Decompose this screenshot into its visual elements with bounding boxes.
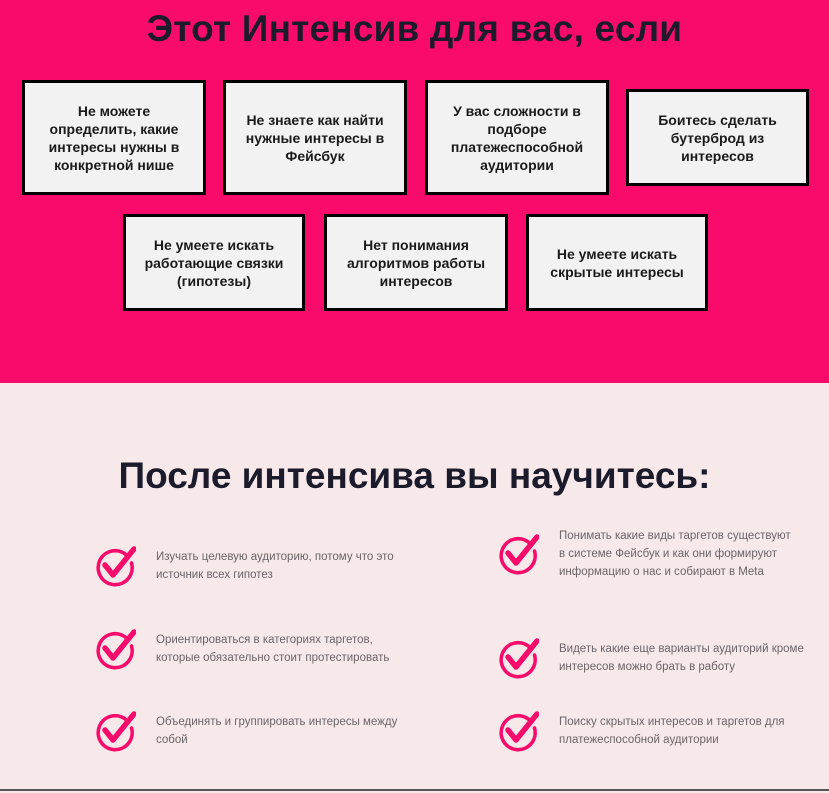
result-item-text: Поиску скрытых интересов и таргетов для платежеспособной аудитории	[559, 716, 785, 746]
result-item-text: Ориентироваться в категориях таргетов, которые обязательно стоит протестировать	[156, 634, 390, 664]
bottom-divider	[0, 789, 829, 791]
check-circle-icon	[94, 628, 136, 670]
audience-section	[0, 0, 829, 383]
check-circle-icon	[497, 637, 539, 679]
result-item-text: Видеть какие еще варианты аудиторий кроме интересов можно брать в работу	[559, 643, 804, 673]
audience-card	[22, 80, 206, 195]
result-item	[94, 628, 414, 670]
audience-card	[526, 214, 708, 311]
check-circle-icon	[497, 710, 539, 752]
audience-card-text: У вас сложности в подборе платежеспособной аудитории	[450, 102, 584, 173]
audience-card	[324, 214, 508, 311]
audience-card-text: Не знаете как найти нужные интересы в Фейсбук	[245, 111, 385, 164]
audience-card	[626, 89, 809, 186]
result-item	[94, 545, 414, 587]
result-item-text: Понимать какие виды таргетов существуют в системе Фейсбук и как они формируют информацию о нас и собирают в Meta	[559, 530, 791, 578]
check-circle-icon	[94, 710, 136, 752]
audience-card-text: Не умеете искать скрытые интересы	[550, 245, 684, 280]
audience-card	[123, 214, 305, 311]
audience-card-text: Боитесь сделать бутерброд из интересов	[658, 111, 777, 164]
result-item	[497, 637, 807, 679]
result-item-text: Изучать целевую аудиторию, потому что это источник всех гипотез	[156, 551, 394, 581]
result-item-text: Объединять и группировать интересы между собой	[156, 716, 398, 746]
audience-card	[425, 80, 609, 195]
check-circle-icon	[94, 545, 136, 587]
audience-card-text: Нет понимания алгоритмов работы интересов	[346, 236, 486, 289]
audience-title: Этот Интенсив для вас, если	[146, 8, 683, 49]
audience-card	[223, 80, 407, 195]
audience-card-text: Не можете определить, какие интересы нужны в конкретной нише	[48, 102, 180, 173]
results-title: После интенсива вы научитесь:	[118, 455, 711, 496]
result-item	[94, 710, 414, 752]
audience-card-text: Не умеете искать работающие связки (гипотезы)	[144, 236, 284, 289]
check-circle-icon	[497, 533, 539, 575]
result-item	[497, 710, 797, 752]
result-item	[497, 527, 797, 581]
